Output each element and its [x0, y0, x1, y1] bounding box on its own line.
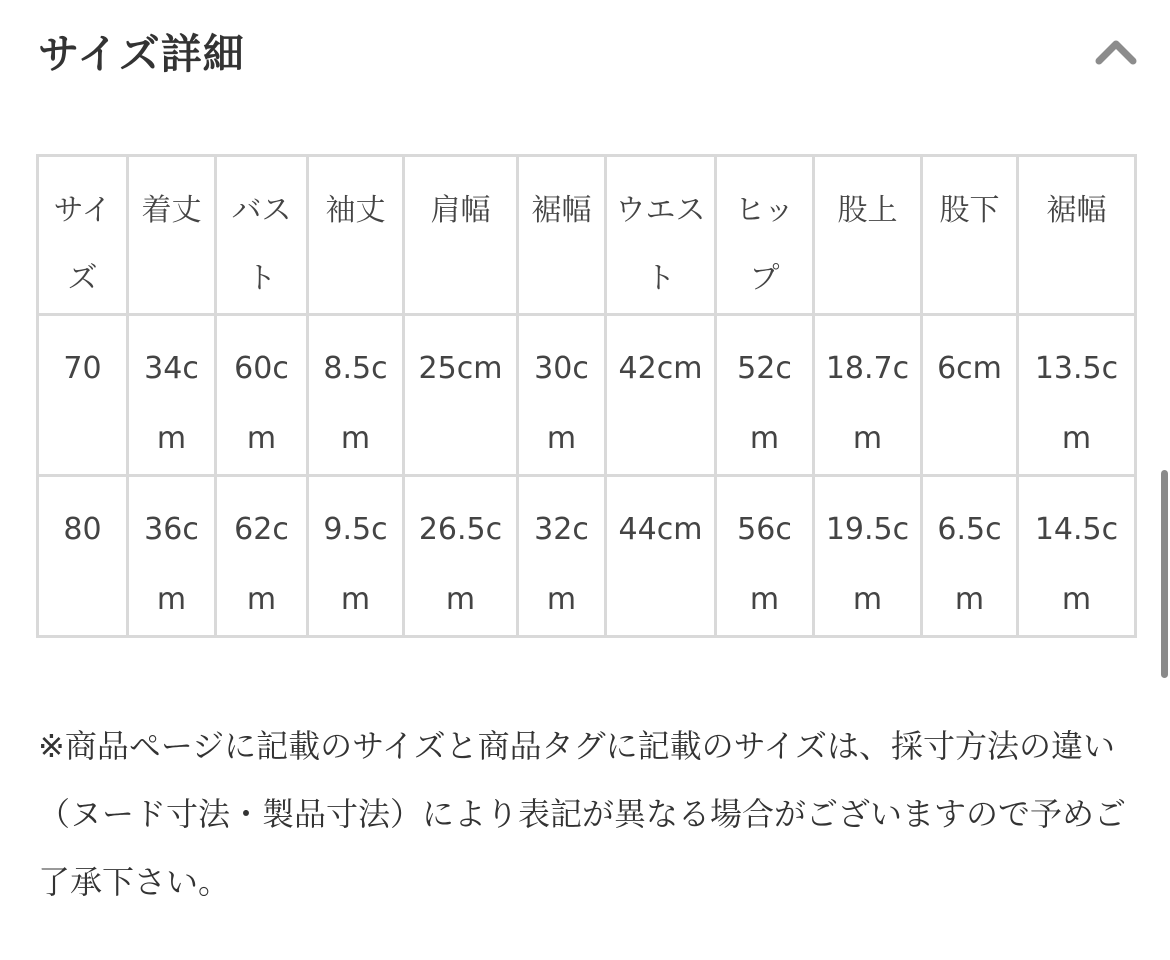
- table-row: [38, 315, 1136, 476]
- header-cell-hem-width: 裾幅: [518, 156, 606, 315]
- table-header-row: [38, 156, 1136, 315]
- header-cell-length: 着丈: [128, 156, 216, 315]
- table-cell: 6cm: [922, 315, 1018, 476]
- chevron-up-icon: [1094, 32, 1138, 72]
- table-cell: 18.7cm: [814, 315, 922, 476]
- size-detail-header[interactable]: [38, 22, 1138, 86]
- table-cell: 8.5cm: [308, 315, 404, 476]
- table-cell: 44cm: [606, 476, 716, 637]
- table-cell: 9.5cm: [308, 476, 404, 637]
- table-cell: 36cm: [128, 476, 216, 637]
- table-cell: 26.5cm: [404, 476, 518, 637]
- table-cell: 80: [38, 476, 128, 637]
- header-cell-hip: ヒップ: [716, 156, 814, 315]
- table-cell: 13.5cm: [1018, 315, 1136, 476]
- table-cell: 6.5cm: [922, 476, 1018, 637]
- table-row: [38, 476, 1136, 637]
- table-cell: 62cm: [216, 476, 308, 637]
- table-cell: 34cm: [128, 315, 216, 476]
- section-title: サイズ詳細: [38, 30, 245, 78]
- size-note: ※商品ページに記載のサイズと商品タグに記載のサイズは、採寸方法の違い（ヌード寸法・製品寸法）により表記が異なる場合がございますので予めご了承下さい。: [38, 727, 1127, 901]
- table-cell: 14.5cm: [1018, 476, 1136, 637]
- header-cell-waist: ウエスト: [606, 156, 716, 315]
- header-cell-rise: 股上: [814, 156, 922, 315]
- header-cell-size: サイズ: [38, 156, 128, 315]
- header-cell-inseam: 股下: [922, 156, 1018, 315]
- header-cell-leg-opening: 裾幅: [1018, 156, 1136, 315]
- header-cell-shoulder: 肩幅: [404, 156, 518, 315]
- table-cell: 25cm: [404, 315, 518, 476]
- table-cell: 42cm: [606, 315, 716, 476]
- table-cell: 30cm: [518, 315, 606, 476]
- header-cell-bust: バスト: [216, 156, 308, 315]
- scrollbar-thumb[interactable]: [1161, 470, 1168, 678]
- size-table: [36, 154, 1137, 638]
- table-cell: 70: [38, 315, 128, 476]
- header-cell-sleeve: 袖丈: [308, 156, 404, 315]
- table-cell: 56cm: [716, 476, 814, 637]
- collapse-toggle-button[interactable]: [1094, 32, 1138, 72]
- table-cell: 60cm: [216, 315, 308, 476]
- table-cell: 52cm: [716, 315, 814, 476]
- table-cell: 32cm: [518, 476, 606, 637]
- table-cell: 19.5cm: [814, 476, 922, 637]
